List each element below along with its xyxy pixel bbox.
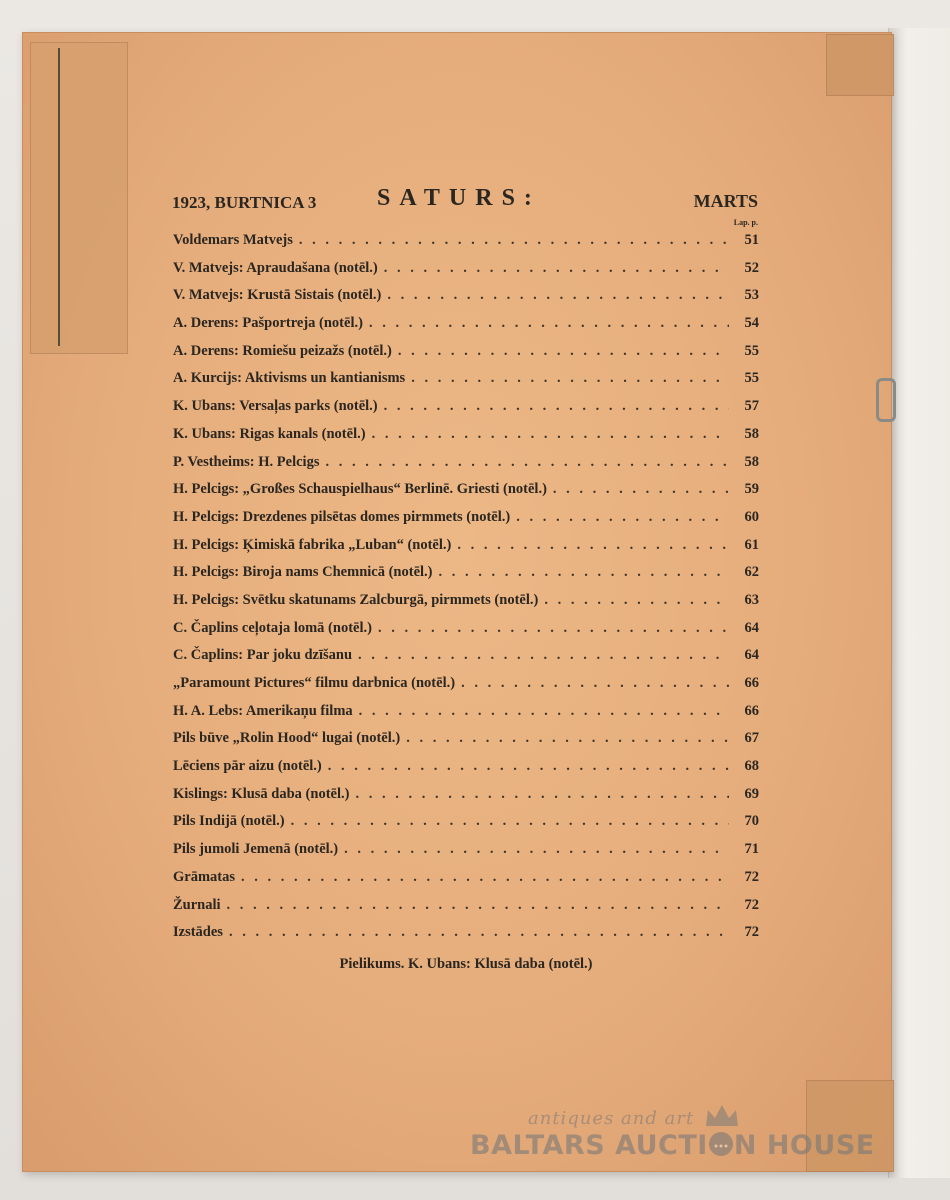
toc-entry <box>173 564 759 592</box>
toc-leader-dots <box>241 869 729 886</box>
watermark-tagline: antiques and art <box>528 1108 695 1129</box>
toc-leader-dots <box>406 730 729 747</box>
toc-entry <box>173 343 759 371</box>
toc-entry-title: Pils Indijā (notēl.) <box>173 813 285 830</box>
toc-entry-page: 54 <box>744 315 759 332</box>
toc-leader-dots <box>359 703 729 720</box>
toc-leader-dots <box>227 897 729 914</box>
toc-entry <box>173 758 759 786</box>
toc-entry <box>173 315 759 343</box>
toc-leader-dots <box>229 924 729 941</box>
toc-entry-page: 68 <box>744 758 759 775</box>
toc-leader-dots <box>358 647 729 664</box>
appendix-line: Pielikums. K. Ubans: Klusā daba (notēl.) <box>339 956 593 972</box>
toc-entry <box>173 813 759 841</box>
toc-entry-page: 70 <box>744 813 759 830</box>
toc-entry-page: 58 <box>744 453 759 470</box>
toc-leader-dots <box>387 287 729 304</box>
toc-leader-dots <box>411 370 729 387</box>
toc-entry <box>173 454 759 482</box>
toc-entry-page: 61 <box>744 536 759 553</box>
toc-entry-title: H. Pelcigs: Drezdenes pilsētas domes pirmmets (notēl.) <box>173 508 511 525</box>
table-of-contents <box>173 232 759 952</box>
toc-leader-dots <box>516 509 729 526</box>
toc-entry-title: K. Ubans: Rigas kanals (notēl.) <box>173 425 366 442</box>
toc-entry-page: 59 <box>744 481 759 498</box>
toc-leader-dots <box>344 841 729 858</box>
crown-icon <box>702 1102 742 1130</box>
toc-entry-page: 64 <box>744 647 759 664</box>
toc-leader-dots <box>325 454 729 471</box>
toc-entry-title: H. Pelcigs: „Großes Schauspielhaus“ Berlinē. Griesti (notēl.) <box>173 481 547 498</box>
toc-entry <box>173 370 759 398</box>
toc-entry <box>173 426 759 454</box>
toc-entry-title: H. Pelcigs: Ķimiskā fabrika „Luban“ (notēl.) <box>173 536 452 553</box>
toc-leader-dots <box>378 620 729 637</box>
toc-entry <box>173 897 759 925</box>
toc-leader-dots <box>457 537 729 554</box>
toc-entry-page: 52 <box>744 259 759 276</box>
toc-entry <box>173 398 759 426</box>
toc-entry <box>173 841 759 869</box>
toc-leader-dots <box>553 481 729 498</box>
toc-entry <box>173 703 759 731</box>
toc-leader-dots <box>398 343 729 360</box>
toc-leader-dots <box>355 786 729 803</box>
toc-entry-page: 66 <box>744 675 759 691</box>
contents-header <box>172 185 758 219</box>
toc-entry-page: 55 <box>744 342 759 359</box>
toc-entry-page: 51 <box>744 232 759 248</box>
toc-entry-page: 72 <box>744 924 759 941</box>
toc-leader-dots <box>461 675 729 692</box>
toc-leader-dots <box>384 260 729 277</box>
toc-leader-dots <box>291 813 729 830</box>
toc-entry-page: 63 <box>744 591 759 608</box>
toc-entry-title: V. Matvejs: Krustā Sistais (notēl.) <box>173 287 382 304</box>
toc-leader-dots <box>372 426 729 443</box>
contents-title: SATURS: <box>377 185 541 211</box>
toc-entry <box>173 509 759 537</box>
watermark-name-part1: BALTARS AUCTI <box>470 1130 708 1161</box>
toc-entry-page: 72 <box>744 868 759 885</box>
margin-line <box>58 48 60 346</box>
toc-entry <box>173 647 759 675</box>
circle-logo-icon <box>708 1131 734 1157</box>
toc-entry-title: Pils būve „Rolin Hood“ lugai (notēl.) <box>173 730 401 747</box>
toc-entry <box>173 260 759 288</box>
toc-entry <box>173 232 759 260</box>
toc-entry-title: Lēciens pār aizu (notēl.) <box>173 758 322 775</box>
toc-leader-dots <box>439 564 730 581</box>
toc-entry-title: V. Matvejs: Apraudašana (notēl.) <box>173 259 378 276</box>
staple <box>876 378 896 422</box>
toc-leader-dots <box>384 398 729 415</box>
toc-entry <box>173 592 759 620</box>
toc-entry-page: 60 <box>744 508 759 525</box>
toc-entry-title: C. Čaplins ceļotaja lomā (notēl.) <box>173 619 372 636</box>
toc-entry <box>173 786 759 814</box>
toc-entry-title: „Paramount Pictures“ filmu darbnica (notēl.) <box>173 675 456 691</box>
toc-entry-page: 53 <box>744 287 759 304</box>
toc-entry-title: A. Derens: Pašportreja (notēl.) <box>173 315 363 332</box>
next-page-edge <box>888 28 950 1178</box>
toc-entry-page: 67 <box>744 730 759 747</box>
toc-entry <box>173 730 759 758</box>
watermark-name <box>470 1130 875 1161</box>
page-column-label: Lap. p. <box>733 218 758 227</box>
toc-entry-title: H. A. Lebs: Amerikaņu filma <box>173 702 353 719</box>
issue-label: 1923, BURTNICA 3 <box>172 193 317 212</box>
toc-entry-title: Kislings: Klusā daba (notēl.) <box>173 785 350 802</box>
toc-entry-title: A. Kurcijs: Aktivisms un kantianisms <box>173 370 406 387</box>
toc-leader-dots <box>328 758 729 775</box>
toc-entry-page: 71 <box>744 841 759 858</box>
toc-entry-title: A. Derens: Romiešu peizažs (notēl.) <box>173 342 392 359</box>
toc-entry-page: 69 <box>744 785 759 802</box>
toc-entry-title: H. Pelcigs: Biroja nams Chemnicā (notēl.) <box>173 564 433 581</box>
toc-entry-page: 55 <box>744 370 759 387</box>
toc-entry-title: Izstādes <box>173 924 223 941</box>
tape-strip-left <box>30 42 128 354</box>
tape-strip-top-right <box>826 34 894 96</box>
toc-entry-title: Grāmatas <box>173 868 236 885</box>
toc-entry-title: H. Pelcigs: Svētku skatunams Zalcburgā, pirmmets (notēl.) <box>173 591 539 608</box>
toc-entry-page: 62 <box>744 564 759 581</box>
toc-leader-dots <box>369 315 729 332</box>
toc-entry <box>173 287 759 315</box>
watermark-name-part2: N HOUSE <box>733 1130 875 1161</box>
toc-entry-title: P. Vestheims: H. Pelcigs <box>173 453 320 470</box>
toc-entry-page: 58 <box>744 425 759 442</box>
toc-entry-title: Žurnali <box>173 896 221 913</box>
toc-entry-page: 72 <box>744 896 759 913</box>
toc-entry <box>173 924 759 952</box>
toc-entry-title: K. Ubans: Versaļas parks (notēl.) <box>173 398 378 415</box>
toc-entry <box>173 869 759 897</box>
toc-entry-page: 57 <box>744 398 759 415</box>
toc-entry-page: 64 <box>744 619 759 636</box>
toc-entry <box>173 620 759 648</box>
toc-entry <box>173 481 759 509</box>
toc-leader-dots <box>544 592 729 609</box>
toc-entry-title: Voldemars Matvejs <box>173 232 293 248</box>
toc-leader-dots <box>299 232 729 249</box>
toc-entry-title: C. Čaplins: Par joku dzīšanu <box>173 647 353 664</box>
toc-entry-title: Pils jumoli Jemenā (notēl.) <box>173 841 339 858</box>
month-label: MARTS <box>693 191 758 211</box>
toc-entry-page: 66 <box>744 702 759 719</box>
toc-entry <box>173 675 759 703</box>
toc-entry <box>173 537 759 565</box>
auction-watermark <box>470 1108 875 1168</box>
